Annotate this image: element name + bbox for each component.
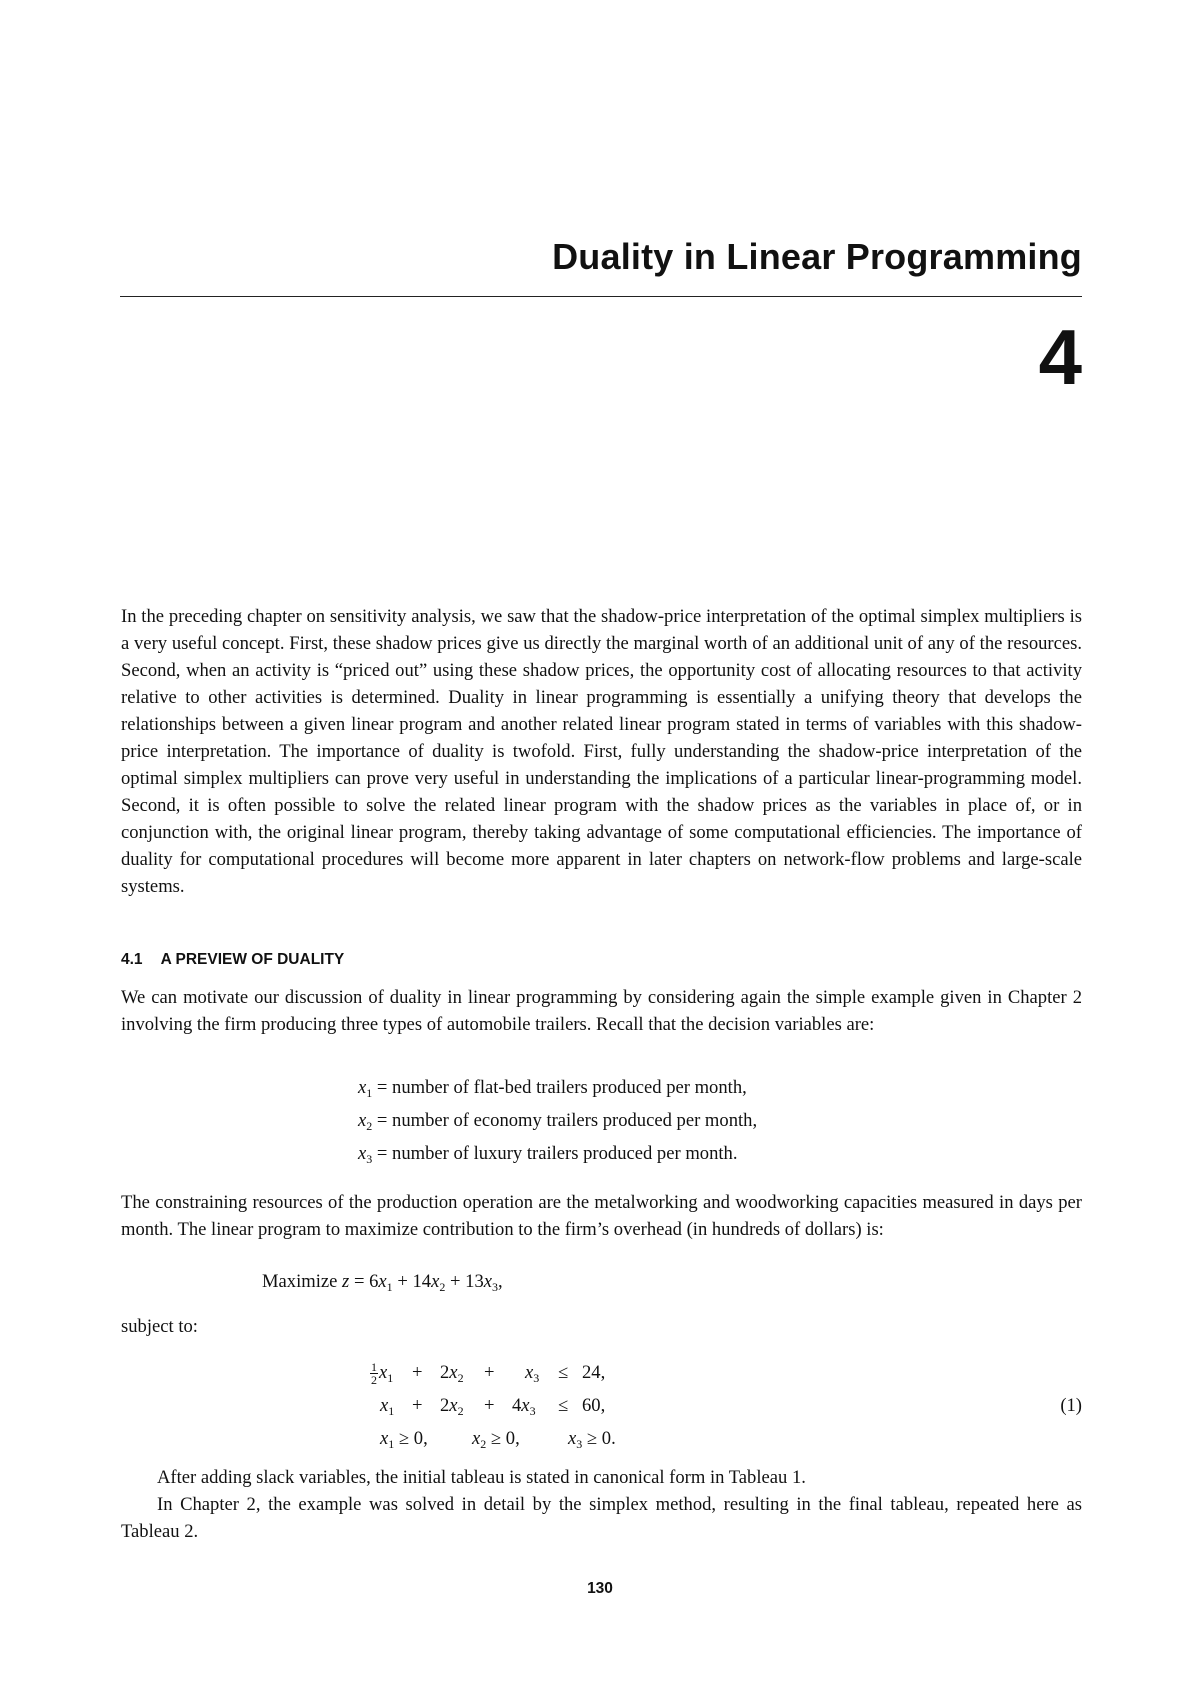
right-hand-side: 0. <box>601 1428 616 1449</box>
plus-sign: + <box>484 1395 495 1416</box>
variable-definition <box>358 1137 958 1170</box>
page-number: 130 <box>587 1580 613 1597</box>
plus-sign: + <box>484 1362 495 1383</box>
var-description: = number of luxury trailers produced per month. <box>376 1143 738 1164</box>
coefficient: 13 <box>465 1271 484 1292</box>
plus-sign: + <box>397 1271 408 1292</box>
intro-paragraph: In the preceding chapter on sensitivity analysis, we saw that the shadow-price interpretation of the optimal simplex multipliers is a very useful concept. First, these shadow prices give us directly the marginal worth of an additional unit of any of the resources. Second, when an activity is “priced out” using these shadow prices, the opportunity cost of allocating resources to that activity relative to other activities is determined. Duality in linear programming is essentially a unifying theory that develops the relationships between a given linear program and another related linear program stated in terms of variables with this shadow-price interpretation. The importance of duality is twofold. First, fully understanding the shadow-price interpretation of the optimal simplex multipliers can prove very useful in understanding the implications of a particular linear-programming model. Second, it is often possible to solve the related linear program with the shadow prices as the variables in place of, or in conjunction with, the original linear program, thereby taking advantage of some computational efficiencies. The importance of duality for computational procedures will become more apparent in later chapters on network-flow problems and large-scale systems. <box>121 606 1082 897</box>
constraint-row <box>370 1356 730 1389</box>
equation-number: (1) <box>1060 1395 1082 1416</box>
fraction <box>370 1361 378 1386</box>
section-paragraph: We can motivate our discussion of duality in linear programming by considering again the simple example given in Chapter 2 involving the firm producing three types of automobile trailers. Recall that the decision variables are: <box>121 987 1082 1035</box>
var-symbol: x <box>449 1395 458 1416</box>
var-subscript: 1 <box>366 1086 373 1100</box>
var-symbol: x <box>379 1362 388 1383</box>
var-subscript: 3 <box>576 1437 583 1451</box>
variable-definitions <box>358 1071 958 1170</box>
constraint-system <box>370 1356 730 1455</box>
section-number: 4.1 <box>121 951 143 968</box>
var-subscript: 3 <box>366 1152 373 1166</box>
var-symbol: x <box>568 1428 577 1449</box>
var-subscript: 3 <box>492 1280 499 1294</box>
resources-paragraph: The constraining resources of the production operation are the metalworking and woodworking capacities measured in days per month. The linear program to maximize contribution to the firm’s overhead (in hundreds of dollars) is: <box>121 1192 1082 1240</box>
var-symbol: x <box>472 1428 481 1449</box>
var-symbol: x <box>521 1395 530 1416</box>
var-symbol: x <box>358 1110 367 1131</box>
after-paragraph-1: After adding slack variables, the initial tableau is stated in canonical form in Tableau 1. <box>157 1467 806 1488</box>
var-subscript: 1 <box>387 1371 394 1385</box>
objective-function <box>262 1271 503 1293</box>
var-symbol: x <box>431 1271 440 1292</box>
subject-to-label: subject to: <box>121 1316 198 1337</box>
var-symbol: x <box>358 1077 367 1098</box>
relation-sign: ≥ <box>586 1428 598 1449</box>
right-hand-side: 0, <box>413 1428 428 1449</box>
var-symbol: x <box>378 1271 387 1292</box>
plus-sign: + <box>412 1395 423 1416</box>
equals-sign: = <box>353 1271 365 1292</box>
punctuation: , <box>498 1271 503 1292</box>
var-symbol: x <box>525 1362 534 1383</box>
objective-label: Maximize <box>262 1271 338 1292</box>
relation-sign: ≤ <box>558 1395 569 1416</box>
coefficient: 2 <box>440 1395 450 1416</box>
var-subscript: 2 <box>480 1437 487 1451</box>
relation-sign: ≥ <box>490 1428 502 1449</box>
fraction-numerator: 1 <box>371 1360 377 1375</box>
var-subscript: 2 <box>457 1404 464 1418</box>
objective-variable: z <box>342 1271 350 1292</box>
constraint-row <box>370 1422 730 1455</box>
var-symbol: x <box>449 1362 458 1383</box>
coefficient: 4 <box>512 1395 522 1416</box>
relation-sign: ≥ <box>398 1428 410 1449</box>
var-subscript: 3 <box>529 1404 536 1418</box>
var-symbol: x <box>358 1143 367 1164</box>
var-description: = number of economy trailers produced per month, <box>376 1110 758 1131</box>
coefficient: 2 <box>440 1362 450 1383</box>
coefficient: 6 <box>369 1271 379 1292</box>
right-hand-side: 0, <box>505 1428 520 1449</box>
section-title: A PREVIEW OF DUALITY <box>160 951 345 968</box>
plus-sign: + <box>412 1362 423 1383</box>
var-description: = number of flat-bed trailers produced per month, <box>376 1077 747 1098</box>
plus-sign: + <box>450 1271 461 1292</box>
right-hand-side: 24, <box>582 1362 606 1383</box>
var-symbol: x <box>380 1395 389 1416</box>
var-subscript: 2 <box>439 1280 446 1294</box>
after-paragraph-2 <box>121 1491 1082 1545</box>
chapter-title: Duality in Linear Programming <box>552 236 1082 277</box>
chapter-number: 4 <box>1038 313 1082 401</box>
var-symbol: x <box>380 1428 389 1449</box>
var-subscript: 3 <box>533 1371 540 1385</box>
var-symbol: x <box>483 1271 493 1292</box>
coefficient: 14 <box>412 1271 432 1292</box>
after-paragraph-2-text: In Chapter 2, the example was solved in detail by the simplex method, resulting in the final tableau, repeated here as Tableau 2. <box>121 1494 1082 1542</box>
fraction-denominator: 2 <box>371 1373 377 1388</box>
variable-definition <box>358 1104 958 1137</box>
constraint-row <box>370 1389 730 1422</box>
var-subscript: 1 <box>386 1280 393 1294</box>
variable-definition <box>358 1071 958 1104</box>
var-subscript: 1 <box>388 1437 395 1451</box>
var-subscript: 1 <box>388 1404 395 1418</box>
chapter-rule <box>120 296 1082 297</box>
var-subscript: 2 <box>366 1119 373 1133</box>
var-subscript: 2 <box>457 1371 464 1385</box>
section-heading <box>121 951 344 969</box>
right-hand-side: 60, <box>582 1395 606 1416</box>
relation-sign: ≤ <box>558 1362 569 1383</box>
